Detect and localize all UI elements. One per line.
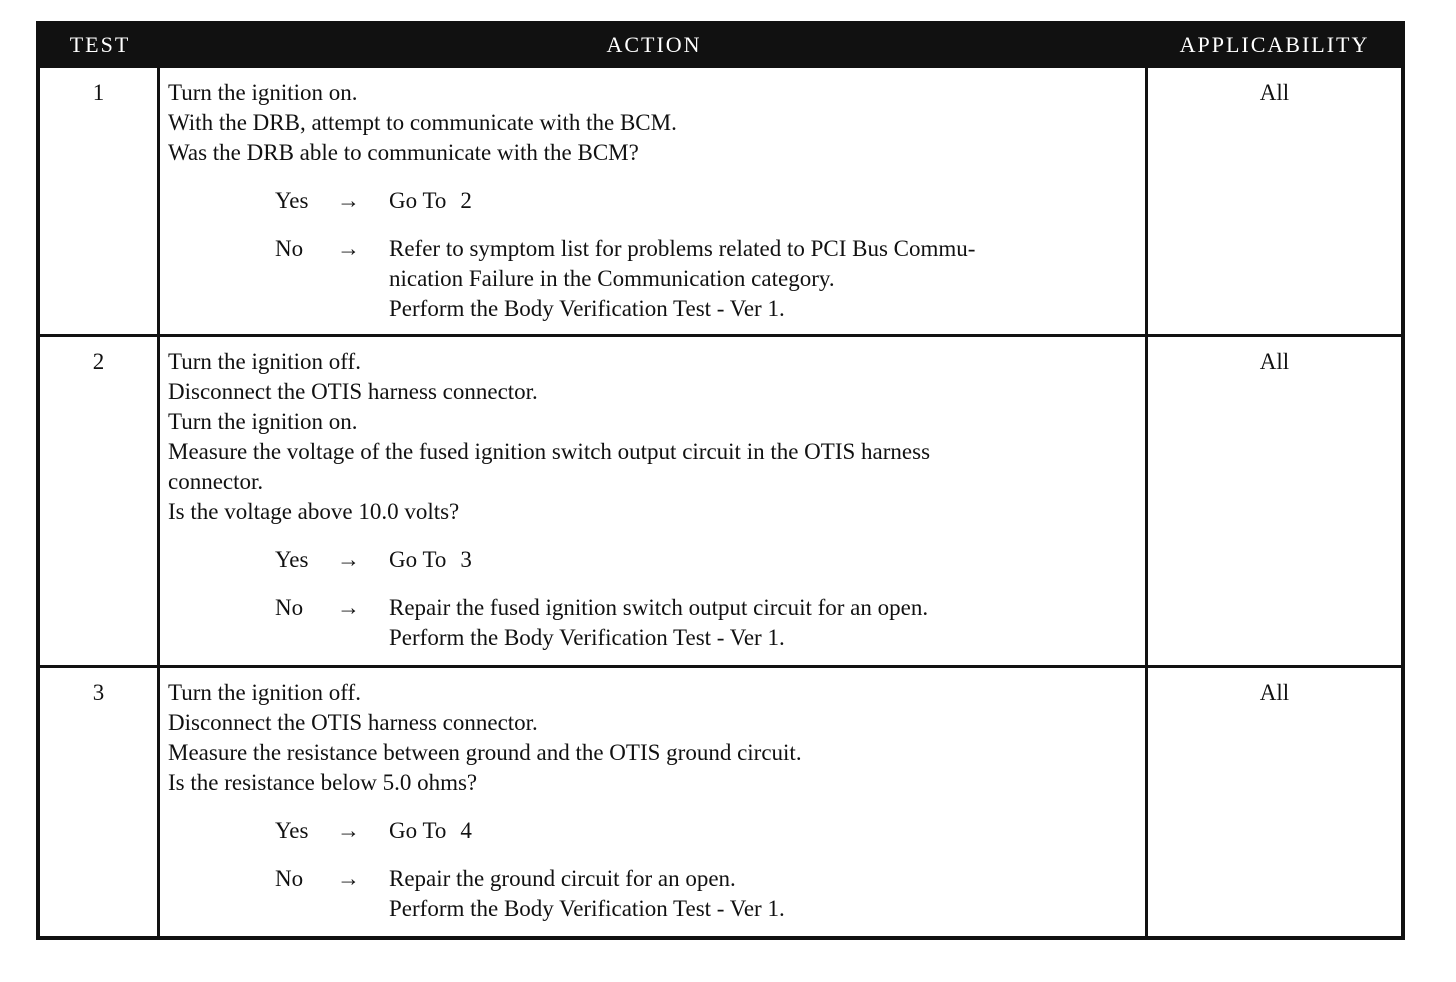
yes-response bbox=[168, 186, 1139, 216]
no-response-line: Perform the Body Verification Test - Ver 1. bbox=[389, 896, 785, 921]
yes-response bbox=[168, 545, 1139, 575]
no-response bbox=[168, 234, 1139, 324]
action-step: connector. bbox=[168, 469, 264, 494]
goto-test-number: 2 bbox=[460, 188, 472, 213]
goto-test-number: 3 bbox=[460, 547, 472, 572]
arrow-right-icon: → bbox=[337, 236, 360, 261]
action-step: Turn the ignition off. bbox=[168, 680, 361, 705]
table-row-test-2 bbox=[40, 334, 1401, 665]
action-cell bbox=[160, 668, 1148, 936]
no-label: No bbox=[275, 866, 304, 891]
applicability-value: All bbox=[1259, 349, 1290, 374]
action-step: Measure the voltage of the fused ignition switch output circuit in the OTIS harness bbox=[168, 439, 931, 464]
arrow-right-icon: → bbox=[337, 818, 360, 843]
header-test: TEST bbox=[69, 32, 131, 57]
table-header bbox=[40, 25, 1401, 65]
action-step: Turn the ignition on. bbox=[168, 409, 358, 434]
no-response-line: nication Failure in the Communication category. bbox=[389, 266, 835, 291]
diagnostic-test-table bbox=[36, 21, 1405, 940]
action-step: Disconnect the OTIS harness connector. bbox=[168, 379, 538, 404]
no-response-line: Repair the ground circuit for an open. bbox=[389, 866, 736, 891]
action-cell bbox=[160, 68, 1148, 334]
action-step: Turn the ignition on. bbox=[168, 80, 358, 105]
goto-test-number: 4 bbox=[460, 818, 472, 843]
yes-response bbox=[168, 816, 1139, 846]
action-step: Disconnect the OTIS harness connector. bbox=[168, 710, 538, 735]
arrow-right-icon: → bbox=[337, 547, 360, 572]
action-step: Measure the resistance between ground and the OTIS ground circuit. bbox=[168, 740, 802, 765]
no-response bbox=[168, 864, 1139, 924]
yes-label: Yes bbox=[275, 547, 309, 572]
action-step: Turn the ignition off. bbox=[168, 349, 361, 374]
arrow-right-icon: → bbox=[337, 188, 360, 213]
yes-label: Yes bbox=[275, 818, 309, 843]
action-step: Is the resistance below 5.0 ohms? bbox=[168, 770, 478, 795]
goto-label: Go To bbox=[389, 547, 447, 572]
test-number: 1 bbox=[40, 68, 160, 334]
goto-label: Go To bbox=[389, 818, 447, 843]
action-cell bbox=[160, 337, 1148, 665]
table-row-test-3 bbox=[40, 665, 1401, 936]
no-response-line: Perform the Body Verification Test - Ver 1. bbox=[389, 625, 785, 650]
action-step: With the DRB, attempt to communicate with the BCM. bbox=[168, 110, 677, 135]
action-step: Was the DRB able to communicate with the BCM? bbox=[168, 140, 639, 165]
applicability-value: All bbox=[1259, 80, 1290, 105]
no-label: No bbox=[275, 595, 304, 620]
no-response-line: Refer to symptom list for problems related to PCI Bus Commu- bbox=[389, 236, 976, 261]
table-row-test-1 bbox=[40, 65, 1401, 334]
no-response bbox=[168, 593, 1139, 653]
test-number: 2 bbox=[40, 337, 160, 665]
applicability-value: All bbox=[1259, 680, 1290, 705]
no-response-line: Repair the fused ignition switch output circuit for an open. bbox=[389, 595, 929, 620]
header-action: ACTION bbox=[606, 32, 702, 57]
arrow-right-icon: → bbox=[337, 595, 360, 620]
yes-label: Yes bbox=[275, 188, 309, 213]
no-response-line: Perform the Body Verification Test - Ver 1. bbox=[389, 296, 785, 321]
arrow-right-icon: → bbox=[337, 866, 360, 891]
no-label: No bbox=[275, 236, 304, 261]
goto-label: Go To bbox=[389, 188, 447, 213]
test-number: 3 bbox=[40, 668, 160, 936]
action-step: Is the voltage above 10.0 volts? bbox=[168, 499, 460, 524]
header-applicability: APPLICABILITY bbox=[1179, 32, 1370, 57]
